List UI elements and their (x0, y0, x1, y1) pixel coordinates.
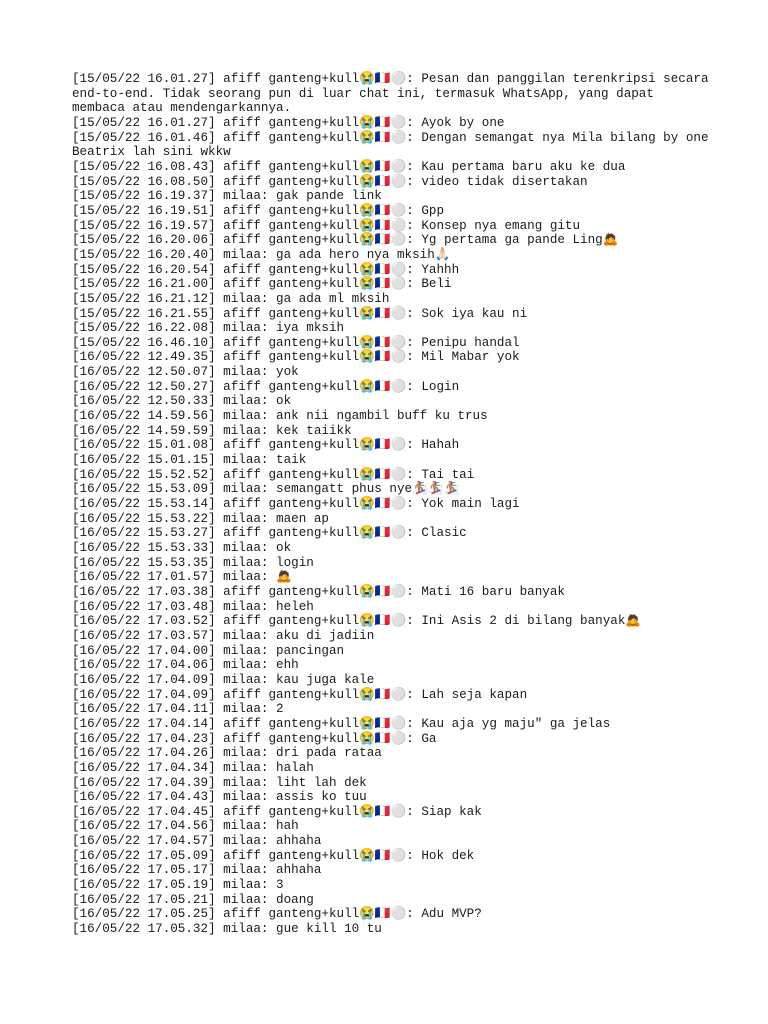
chat-line: [16/05/22 15.53.09] milaa: semangatt phus nye🏂🏂🏂 (72, 482, 460, 497)
chat-line: [16/05/22 15.53.35] milaa: login (72, 555, 314, 570)
chat-line: [15/05/22 16.21.00] afiff ganteng+kull😭🇫🇷⚪: Beli (72, 277, 452, 292)
chat-line: [16/05/22 17.03.52] afiff ganteng+kull😭🇫🇷⚪: Ini Asis 2 di bilang banyak🙇 (72, 614, 642, 629)
chat-line: [15/05/22 16.20.54] afiff ganteng+kull😭🇫🇷⚪: Yahhh (72, 262, 460, 277)
chat-line: [16/05/22 17.04.43] milaa: assis ko tuu (72, 790, 367, 805)
chat-line: [16/05/22 17.04.34] milaa: halah (72, 760, 314, 775)
chat-line: [16/05/22 17.04.56] milaa: hah (72, 819, 299, 834)
chat-line: [16/05/22 12.50.33] milaa: ok (72, 394, 292, 409)
chat-line: [16/05/22 17.03.48] milaa: heleh (72, 599, 314, 614)
chat-line: [16/05/22 15.01.15] milaa: taik (72, 453, 307, 468)
chat-line: [15/05/22 16.20.06] afiff ganteng+kull😭🇫🇷⚪: Yg pertama ga pande Ling🙇 (72, 233, 619, 248)
chat-line: [16/05/22 17.03.57] milaa: aku di jadiin (72, 628, 375, 643)
chat-line: [15/05/22 16.46.10] afiff ganteng+kull😭🇫🇷⚪: Penipu handal (72, 335, 520, 350)
chat-line: [16/05/22 14.59.59] milaa: kek taiikk (72, 423, 352, 438)
chat-line: [16/05/22 17.01.57] milaa: 🙇 (72, 570, 292, 585)
chat-line: [15/05/22 16.22.08] milaa: iya mksih (72, 321, 345, 336)
chat-line: [16/05/22 17.04.00] milaa: pancingan (72, 643, 345, 658)
chat-line: [16/05/22 17.04.57] milaa: ahhaha (72, 834, 322, 849)
chat-line: [15/05/22 16.21.55] afiff ganteng+kull😭🇫🇷⚪: Sok iya kau ni (72, 306, 528, 321)
chat-line: [15/05/22 16.08.43] afiff ganteng+kull😭🇫🇷⚪: Kau pertama baru aku ke dua (72, 159, 626, 174)
chat-line: [16/05/22 17.04.26] milaa: dri pada rataa (72, 746, 382, 761)
chat-line: [16/05/22 17.04.11] milaa: 2 (72, 702, 284, 717)
chat-line: [16/05/22 17.05.09] afiff ganteng+kull😭🇫🇷⚪: Hok dek (72, 848, 475, 863)
chat-line: [15/05/22 16.01.27] afiff ganteng+kull😭🇫🇷⚪: Pesan dan panggilan terenkripsi secara end-to-end. Tidak seorang pun di luar chat ini, termasuk WhatsApp, yang dapat membaca atau mendengarkannya. (72, 72, 717, 116)
chat-line: [15/05/22 16.19.57] afiff ganteng+kull😭🇫🇷⚪: Konsep nya emang gitu (72, 218, 581, 233)
chat-line: [16/05/22 15.53.14] afiff ganteng+kull😭🇫🇷⚪: Yok main lagi (72, 497, 520, 512)
chat-line: [16/05/22 17.04.39] milaa: liht lah dek (72, 775, 367, 790)
chat-line: [16/05/22 15.53.33] milaa: ok (72, 541, 292, 555)
chat-line: [16/05/22 17.05.17] milaa: ahhaha (72, 863, 322, 878)
chat-line: [15/05/22 16.19.37] milaa: gak pande link (72, 189, 382, 204)
chat-line: [16/05/22 15.53.27] afiff ganteng+kull😭🇫🇷⚪: Clasic (72, 526, 467, 541)
chat-line: [16/05/22 17.04.09] milaa: kau juga kale (72, 672, 375, 687)
chat-line: [16/05/22 17.05.25] afiff ganteng+kull😭🇫🇷⚪: Adu MVP? (72, 907, 482, 922)
chat-line: [16/05/22 15.53.22] milaa: maen ap (72, 511, 329, 526)
chat-line: [16/05/22 17.05.21] milaa: doang (72, 892, 314, 907)
chat-line: [16/05/22 17.05.19] milaa: 3 (72, 878, 284, 893)
chat-line: [16/05/22 12.50.27] afiff ganteng+kull😭🇫🇷⚪: Login (72, 379, 460, 394)
chat-line: [16/05/22 15.52.52] afiff ganteng+kull😭🇫🇷⚪: Tai tai (72, 467, 475, 482)
chat-line: [16/05/22 17.04.14] afiff ganteng+kull😭🇫🇷⚪: Kau aja yg maju" ga jelas (72, 716, 611, 731)
chat-line: [16/05/22 17.03.38] afiff ganteng+kull😭🇫🇷⚪: Mati 16 baru banyak (72, 584, 565, 599)
chat-line: [16/05/22 12.49.35] afiff ganteng+kull😭🇫🇷⚪: Mil Mabar yok (72, 350, 520, 365)
chat-line: [16/05/22 12.50.07] milaa: yok (72, 365, 299, 380)
chat-line: [15/05/22 16.01.27] afiff ganteng+kull😭🇫🇷⚪: Ayok by one (72, 115, 505, 130)
chat-line: [15/05/22 16.01.46] afiff ganteng+kull😭🇫🇷⚪: Dengan semangat nya Mila bilang by one Beatrix lah sini wkkw (72, 130, 717, 160)
chat-line: [16/05/22 17.05.32] milaa: gue kill 10 tu (72, 922, 382, 937)
chat-line: [16/05/22 17.04.23] afiff ganteng+kull😭🇫🇷⚪: Ga (72, 731, 437, 746)
chat-line: [16/05/22 15.01.08] afiff ganteng+kull😭🇫🇷⚪: Hahah (72, 438, 460, 453)
chat-transcript (72, 72, 717, 937)
chat-line: [15/05/22 16.21.12] milaa: ga ada ml mksih (72, 291, 390, 306)
chat-line: [15/05/22 16.19.51] afiff ganteng+kull😭🇫🇷⚪: Gpp (72, 203, 445, 218)
chat-line: [16/05/22 17.04.06] milaa: ehh (72, 658, 299, 673)
chat-line: [15/05/22 16.20.40] milaa: ga ada hero nya mksih🙏🏻 (72, 247, 451, 262)
chat-line: [16/05/22 17.04.45] afiff ganteng+kull😭🇫🇷⚪: Siap kak (72, 804, 482, 819)
chat-line: [15/05/22 16.08.50] afiff ganteng+kull😭🇫🇷⚪: video tidak disertakan (72, 174, 588, 189)
chat-line: [16/05/22 14.59.56] milaa: ank nii ngambil buff ku trus (72, 409, 488, 424)
chat-line: [16/05/22 17.04.09] afiff ganteng+kull😭🇫🇷⚪: Lah seja kapan (72, 687, 528, 702)
